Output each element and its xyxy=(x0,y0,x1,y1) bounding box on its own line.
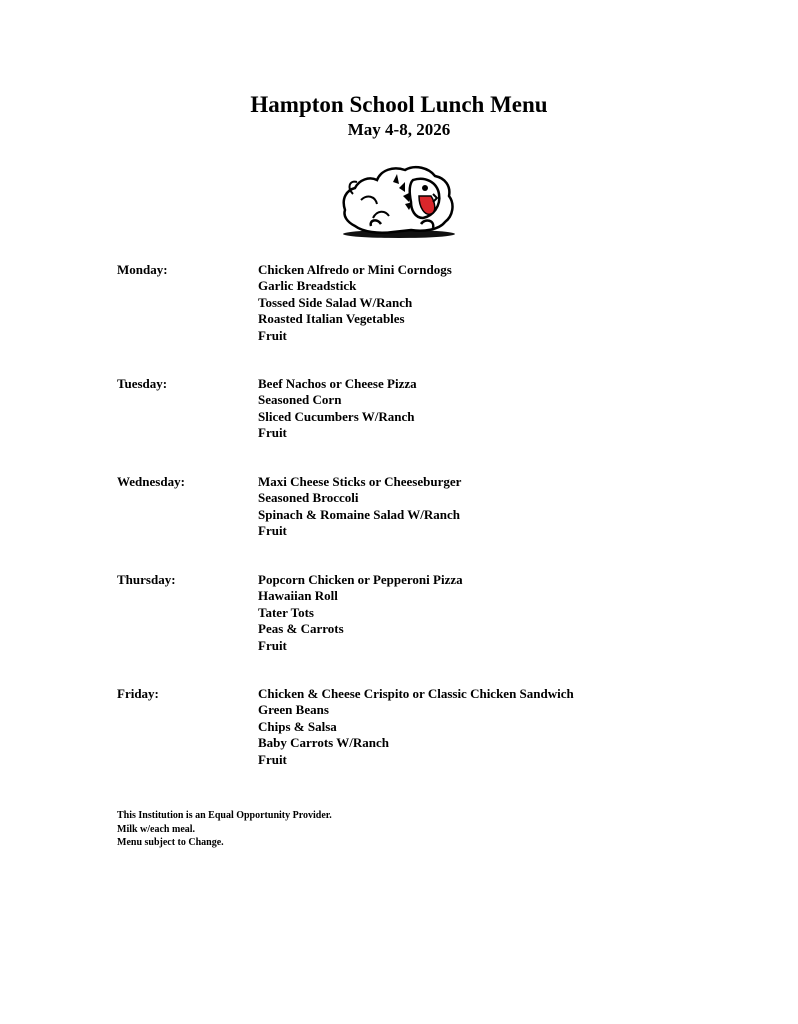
day-label: Thursday: xyxy=(117,572,176,587)
footer-notes xyxy=(117,809,332,850)
menu-items xyxy=(258,262,452,344)
menu-item: Maxi Cheese Sticks or Cheeseburger xyxy=(258,474,462,489)
menu-items xyxy=(258,686,574,768)
menu-item: Chips & Salsa xyxy=(258,718,337,734)
menu-item: Sliced Cucumbers W/Ranch xyxy=(258,408,415,424)
menu-item: Chicken & Cheese Crispito or Classic Chicken Sandwich xyxy=(258,686,574,701)
menu-item: Seasoned Corn xyxy=(258,392,342,408)
menu-item: Baby Carrots W/Ranch xyxy=(258,735,389,751)
day-label: Wednesday: xyxy=(117,474,185,489)
menu-item: Popcorn Chicken or Pepperoni Pizza xyxy=(258,572,463,587)
footer-line: This Institution is an Equal Opportunity Provider. xyxy=(117,810,332,821)
menu-item: Beef Nachos or Cheese Pizza xyxy=(258,376,417,391)
menu-items xyxy=(258,572,463,654)
menu-item: Tossed Side Salad W/Ranch xyxy=(258,294,413,310)
menu-items xyxy=(258,474,461,540)
bulldog-mascot-icon xyxy=(333,160,463,240)
menu-item: Spinach & Romaine Salad W/Ranch xyxy=(258,506,461,522)
date-range: May 4-8, 2026 xyxy=(347,120,451,139)
menu-items xyxy=(258,376,417,442)
day-label: Tuesday: xyxy=(117,376,168,391)
menu-item: Fruit xyxy=(258,751,287,767)
menu-item: Fruit xyxy=(258,637,287,653)
page-title: Hampton School Lunch Menu xyxy=(250,92,548,117)
menu-item: Peas & Carrots xyxy=(258,621,344,637)
menu-item: Garlic Breadstick xyxy=(258,278,357,294)
day-label: Monday: xyxy=(117,262,168,277)
footer-line: Milk w/each meal. xyxy=(117,823,196,835)
footer-line: Menu subject to Change. xyxy=(117,837,224,848)
menu-item: Fruit xyxy=(258,523,287,539)
menu-item: Chicken Alfredo or Mini Corndogs xyxy=(258,262,452,277)
menu-item: Tater Tots xyxy=(258,604,314,620)
menu-item: Hawaiian Roll xyxy=(258,588,338,604)
menu-item: Fruit xyxy=(258,327,287,343)
day-label: Friday: xyxy=(117,686,159,701)
menu-item: Roasted Italian Vegetables xyxy=(258,311,405,327)
menu-item: Green Beans xyxy=(258,702,329,718)
menu-item: Seasoned Broccoli xyxy=(258,490,359,506)
menu-item: Fruit xyxy=(258,425,287,441)
